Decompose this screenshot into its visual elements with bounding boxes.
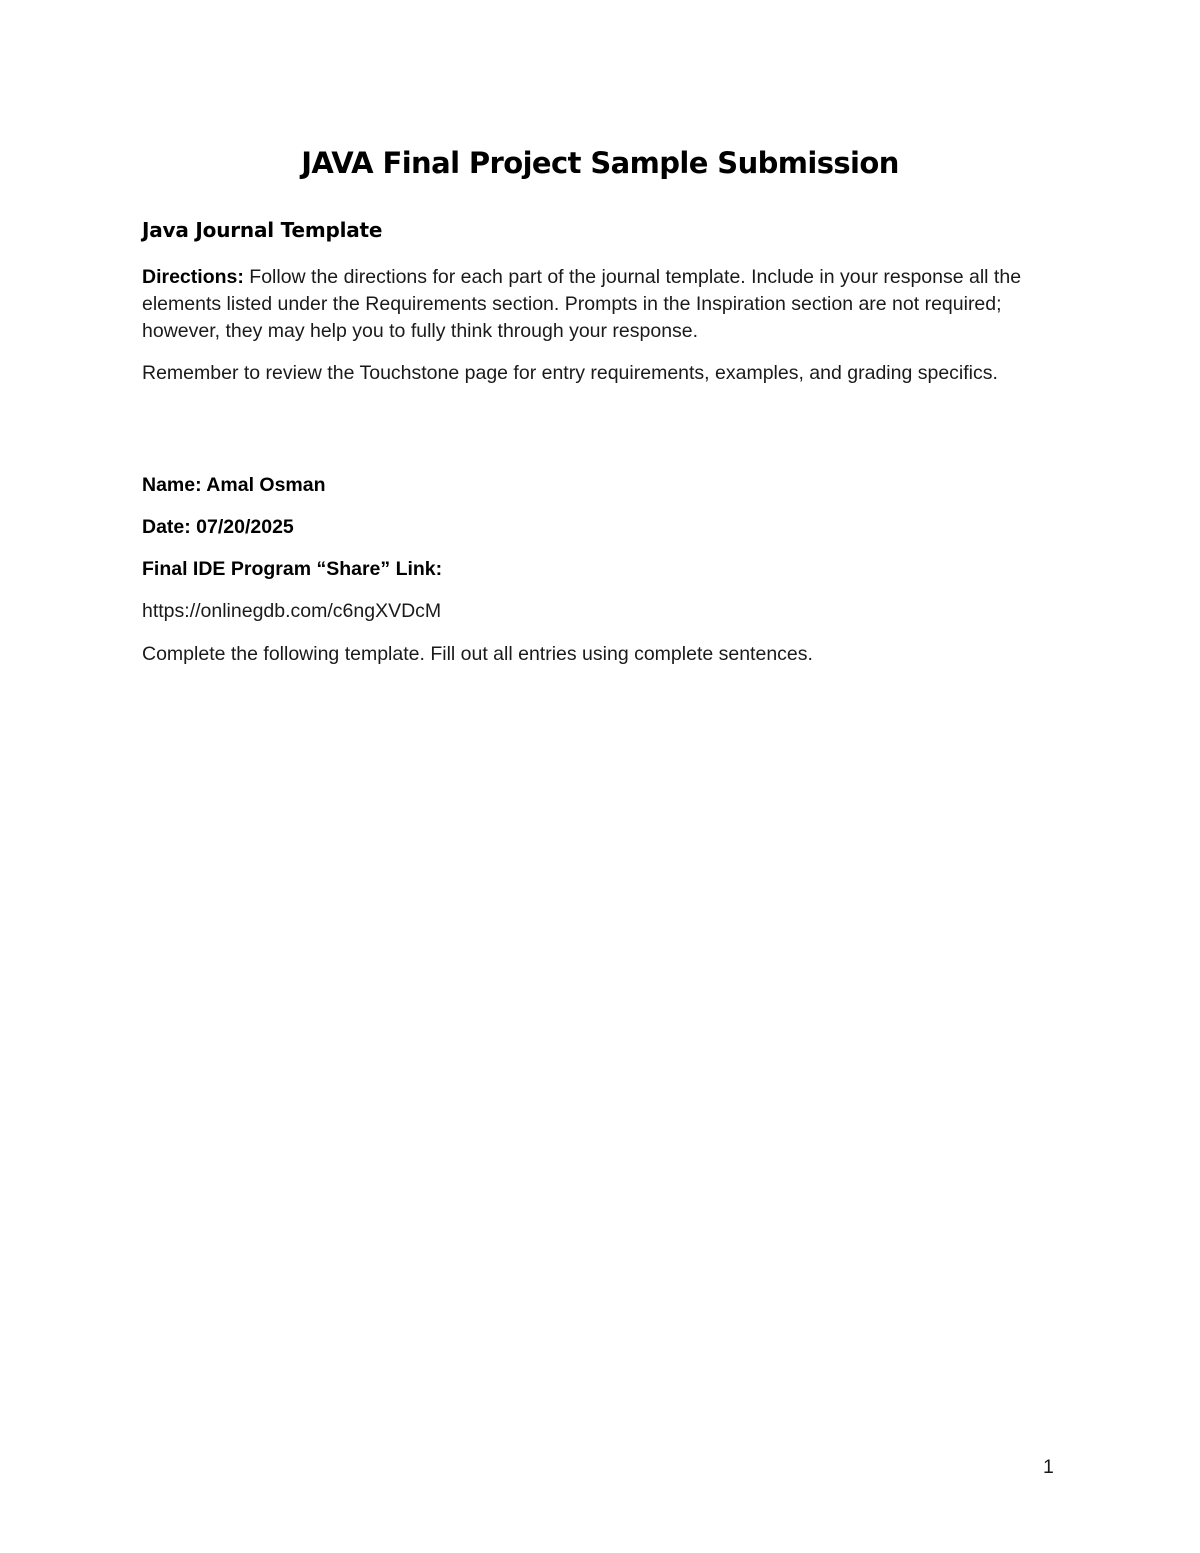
share-link-label: Final IDE Program “Share” Link: [142, 558, 443, 580]
directions-text: Follow the directions for each part of the journal template. Include in your response all the elements listed under the Requirements section. Prompts in the Inspiration section are not required; however, they may help you to fully think through your response. [142, 266, 1022, 342]
reminder-paragraph: Remember to review the Touchstone page for entry requirements, examples, and grading specifics. [142, 362, 998, 384]
directions-label: Directions: [142, 266, 244, 288]
template-subtitle: Java Journal Template [142, 218, 383, 242]
page-number: 1 [1043, 1456, 1054, 1478]
document-title: JAVA Final Project Sample Submission [301, 146, 899, 180]
template-instruction: Complete the following template. Fill out all entries using complete sentences. [142, 643, 813, 665]
submission-date: Date: 07/20/2025 [142, 516, 294, 538]
share-link[interactable]: https://onlinegdb.com/c6ngXVDcM [142, 600, 442, 622]
student-name: Name: Amal Osman [142, 474, 326, 496]
directions-paragraph [142, 264, 1062, 345]
